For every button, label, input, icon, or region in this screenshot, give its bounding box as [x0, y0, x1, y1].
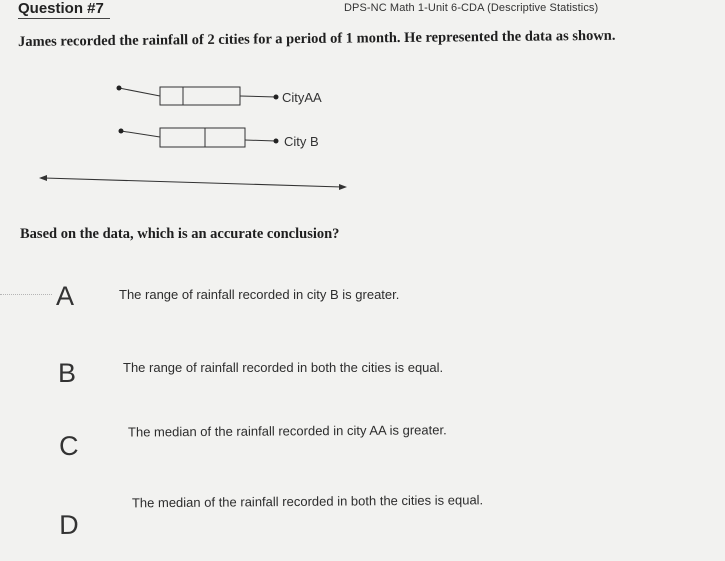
choice-letter: A: [56, 281, 75, 311]
faint-divider: [0, 294, 52, 296]
answer-choice-d[interactable]: [59, 492, 589, 546]
choice-letter: B: [58, 358, 77, 388]
min-point: [119, 129, 124, 134]
min-point: [117, 86, 122, 91]
box-plot-city-aa: [117, 86, 323, 106]
answer-choice-b[interactable]: [58, 358, 498, 392]
choice-letter: D: [59, 509, 79, 540]
series-label-city-aa: CityAA: [282, 90, 322, 105]
choice-text: The range of rainfall recorded in both the cities is equal.: [123, 360, 444, 375]
question-number: Question #7: [18, 0, 104, 17]
answer-choice-c[interactable]: [59, 422, 529, 465]
course-title: DPS-NC Math 1-Unit 6-CDA (Descriptive Statistics): [344, 2, 599, 14]
whisker-left: [119, 88, 160, 96]
box: [160, 87, 240, 105]
arrow-right: [339, 184, 347, 190]
question-stem: James recorded the rainfall of 2 cities for a period of 1 month. He represented the data as shown.: [18, 27, 616, 50]
choice-text: The median of the rainfall recorded in both the cities is equal.: [131, 492, 484, 511]
whisker-right: [245, 140, 276, 141]
whisker-right: [240, 96, 276, 97]
box: [160, 128, 245, 147]
choice-text: The median of the rainfall recorded in city AA is greater.: [127, 422, 447, 440]
number-line-axis: [44, 178, 342, 187]
choice-text: The range of rainfall recorded in city B is greater.: [119, 287, 400, 302]
max-point: [274, 95, 279, 100]
arrow-left: [39, 175, 47, 181]
answer-choice-a[interactable]: [56, 281, 476, 315]
whisker-left: [121, 131, 160, 137]
number-line: [39, 175, 347, 190]
max-point: [274, 139, 279, 144]
question-prompt: Based on the data, which is an accurate conclusion?: [20, 226, 340, 242]
choice-letter: C: [59, 430, 79, 461]
box-plot-figure: [0, 0, 725, 200]
box-plot-city-b: [119, 128, 319, 149]
series-label-city-b: City B: [284, 134, 319, 149]
